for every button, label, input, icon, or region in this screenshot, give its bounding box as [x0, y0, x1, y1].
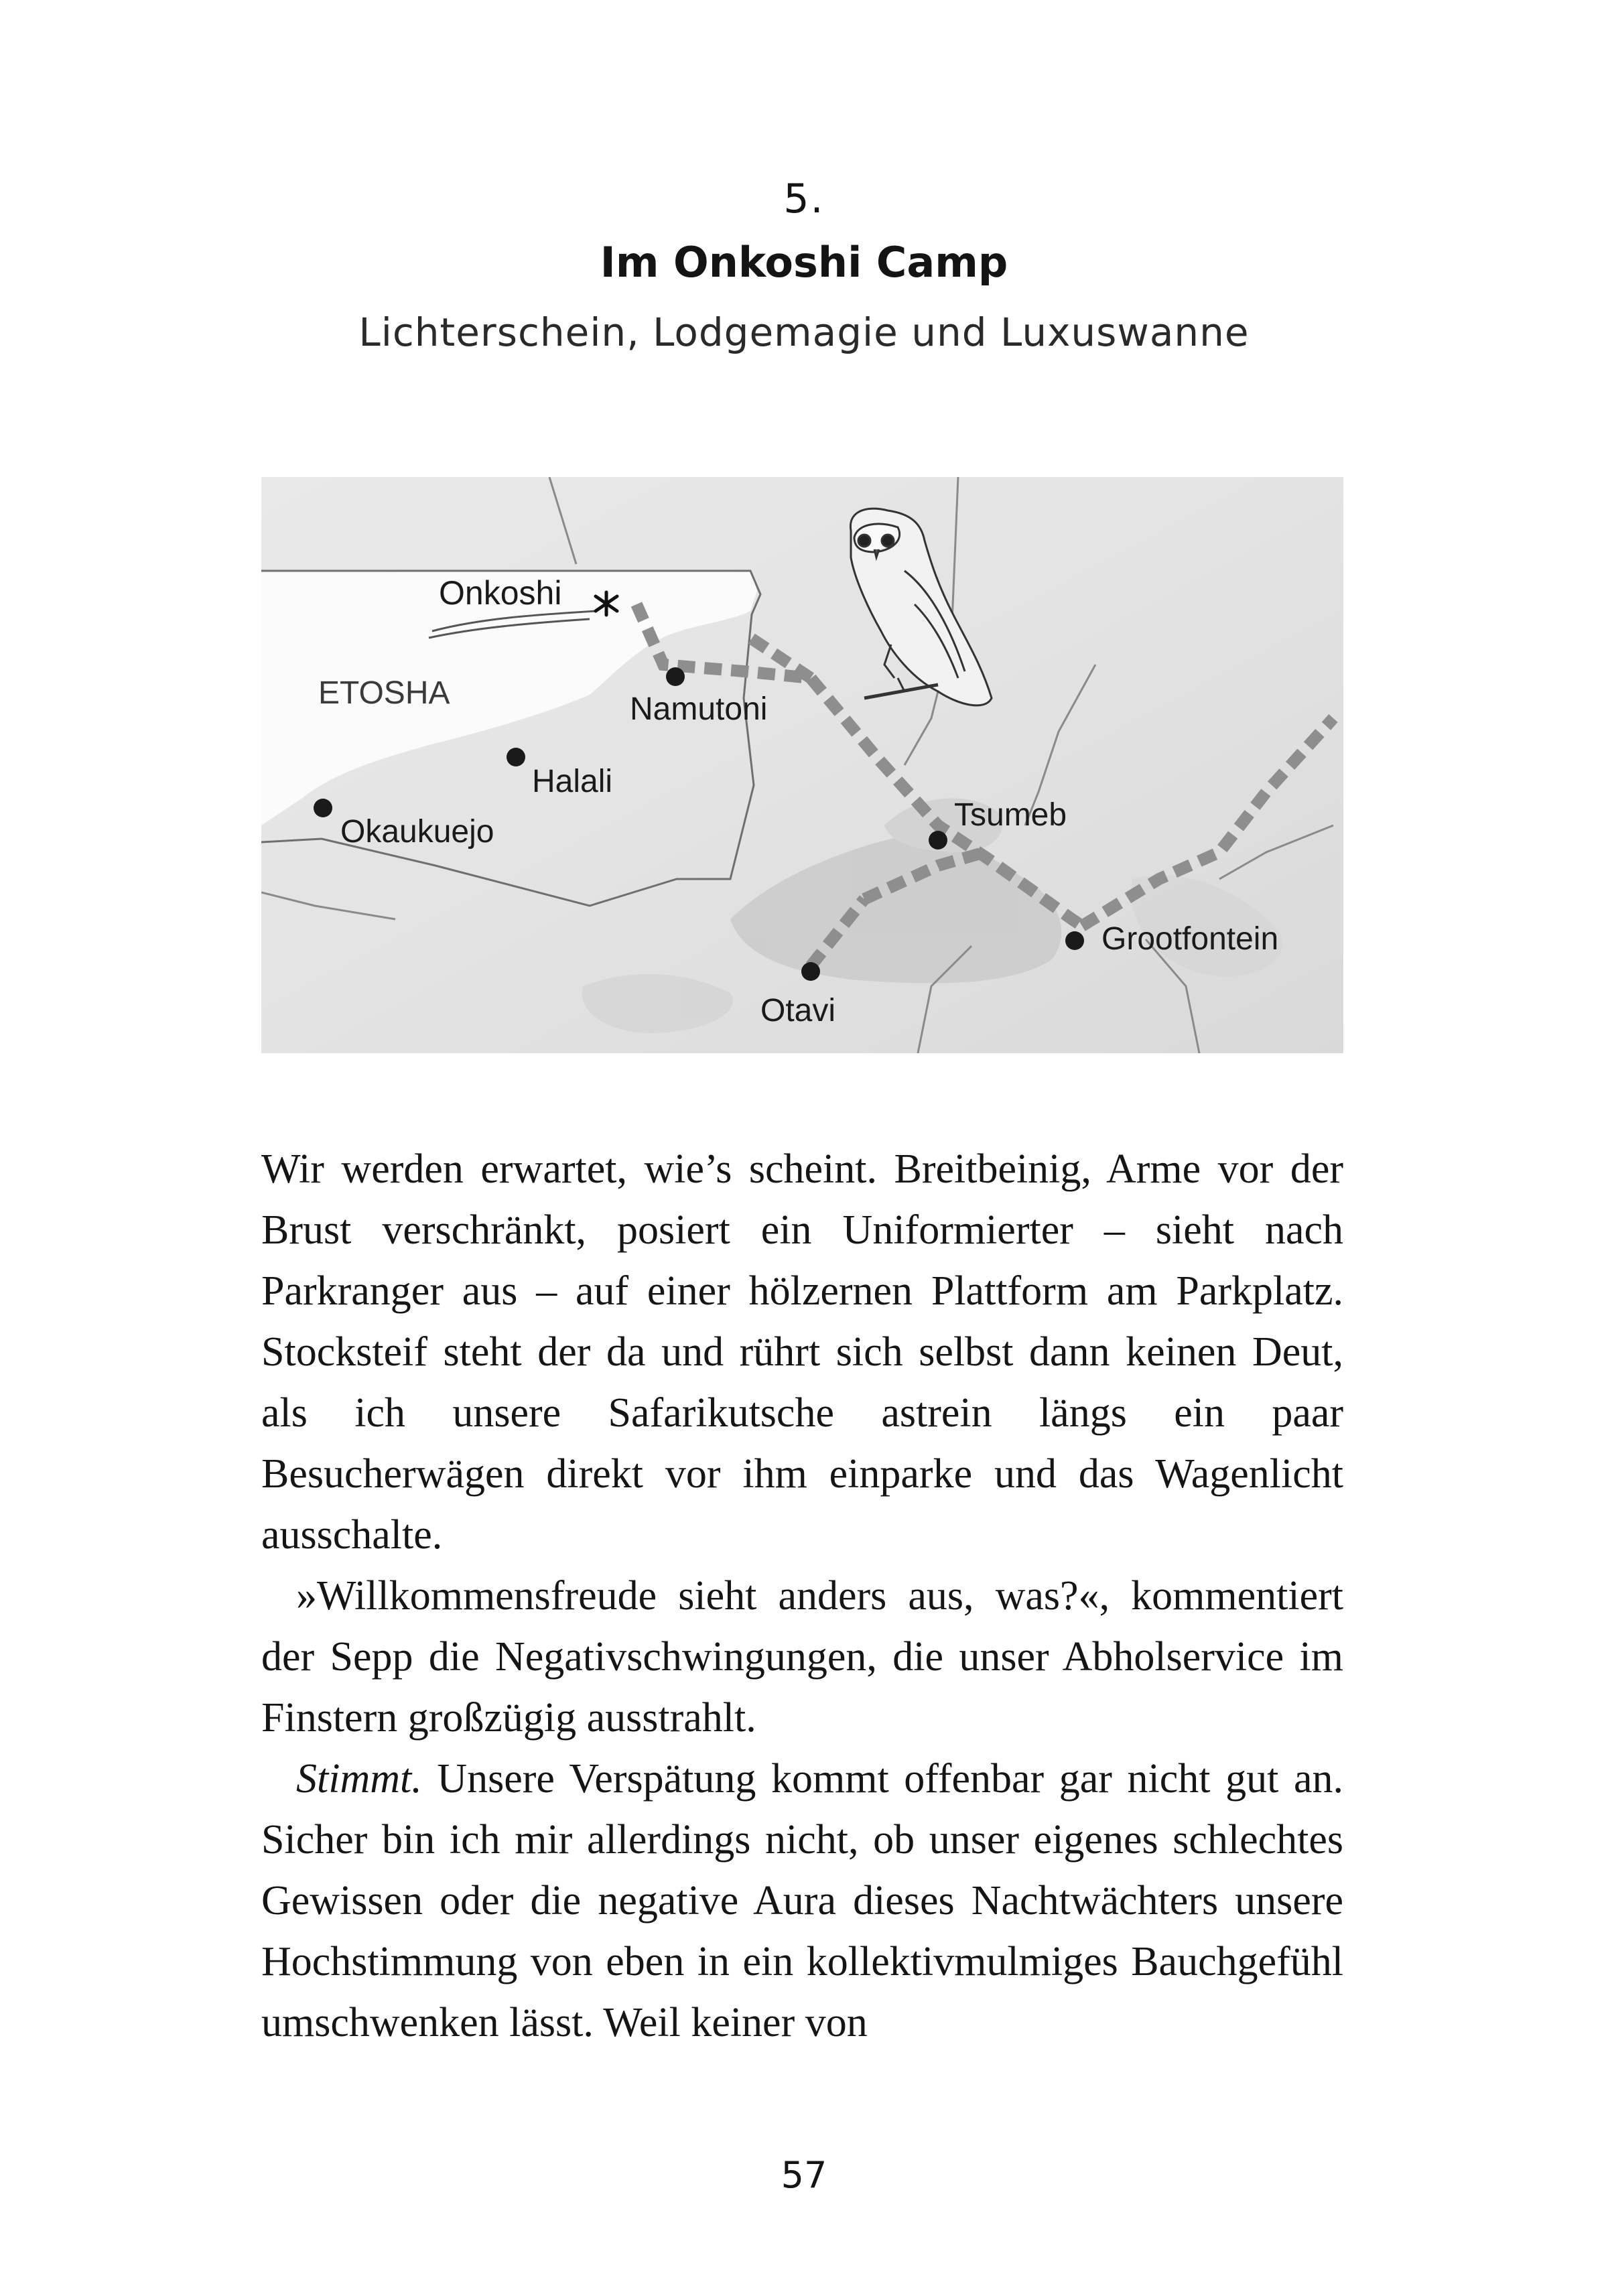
- chapter-number: 5.: [783, 176, 825, 222]
- grootfontein-dot: [1065, 931, 1084, 950]
- paragraph-text: Unsere Verspätung kommt offenbar gar nicht gut an. Sicher bin ich mir allerdings nicht, ob unser eigenes schlechtes Gewissen oder die negative Aura dieses Nachtwächters unsere Hochstimmung von eben in ein kollektivmulmiges Bauchgefühl umschwenken lässt. Weil keiner von: [261, 1756, 1343, 2045]
- grootfontein-label: Grootfontein: [1101, 921, 1279, 957]
- paragraph: »Willkommensfreude sieht anders aus, was?«, kommentiert der Sepp die Negativschwingungen, die unser Abholservice im Finstern großzügig ausstrahlt.: [261, 1573, 1343, 1741]
- page-number: 57: [781, 2154, 827, 2196]
- halali-label: Halali: [532, 764, 613, 799]
- paragraph: [261, 1749, 1343, 2053]
- tsumeb-dot: [929, 831, 947, 850]
- tsumeb-label: Tsumeb: [954, 797, 1067, 833]
- chapter-title: Im Onkoshi Camp: [600, 238, 1008, 287]
- namutoni-dot: [666, 667, 685, 686]
- namutoni-label: Namutoni: [630, 691, 768, 727]
- halali-dot: [507, 748, 525, 766]
- onkoshi-label: Onkoshi: [439, 574, 562, 612]
- body-text: [261, 1139, 1343, 2053]
- emphasis-text: Stimmt.: [296, 1756, 422, 1802]
- otavi-label: Otavi: [760, 993, 836, 1028]
- map-figure: [261, 477, 1343, 1053]
- okaukuejo-dot: [314, 799, 332, 817]
- okaukuejo-label: Okaukuejo: [340, 814, 494, 850]
- paragraph: Wir werden erwartet, wie’s scheint. Breitbeinig, Arme vor der Brust verschränkt, posiert ein Uniformierter – sieht nach Parkranger aus – auf einer hölzernen Plattform am Parkplatz. Stocksteif steht der da und rührt sich selbst dann keinen Deut, als ich unsere Safarikutsche astrein längs ein paar Besucherwägen direkt vor ihm einparke und das Wagenlicht ausschalte.: [261, 1146, 1343, 1558]
- otavi-dot: [801, 962, 820, 981]
- chapter-subtitle: Lichterschein, Lodgemagie und Luxuswanne: [358, 310, 1250, 355]
- etosha-label: ETOSHA: [318, 675, 450, 711]
